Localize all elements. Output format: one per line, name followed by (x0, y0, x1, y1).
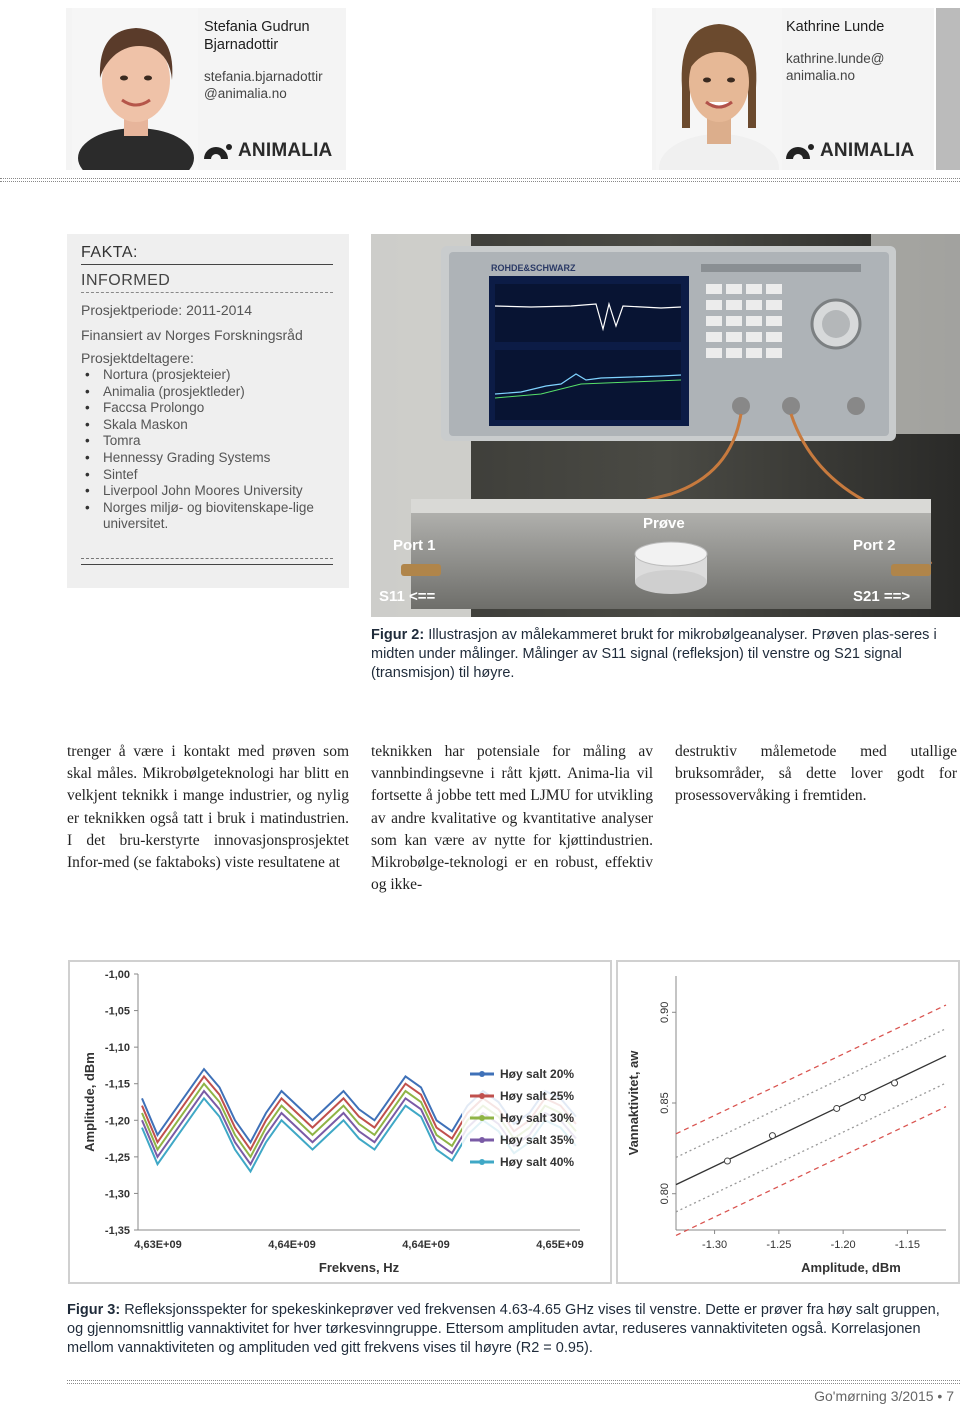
data-point (834, 1105, 840, 1111)
instrument-brand: ROHDE&SCHWARZ (491, 263, 576, 273)
figure3-text: Refleksjonsspekter for spekeskinkeprøver ved frekvensen 4.63-4.65 GHz vises til venstre. Dette er prøver fra høy salt gruppen, og gjennomsnittlig vannaktivitet for hver tørkesvinngruppe. Ettersom amplituden avtar, reduseres vannaktiviteten også. Korrelasjonen mellom vannaktiviteten og amplituden ved gitt frekvens vises til høyre (R2 = 0.95). (67, 1302, 940, 1356)
x-tick-label: -1.30 (702, 1239, 728, 1251)
divider (67, 1380, 960, 1381)
portrait-photo (656, 8, 782, 170)
funding: Finansiert av Norges Forskningsråd (81, 327, 303, 343)
y-tick-label: -1,00 (104, 969, 130, 981)
list-item: • Skala Maskon (81, 417, 321, 434)
legend-marker (479, 1115, 485, 1121)
reflection-spectrum-chart (68, 960, 612, 1284)
figure2-text: Illustrasjon av målekammeret brukt for mikrobølgeanalyser. Prøven plas-seres i midten under målinger. Målinger av S11 signal (refleksjon) til venstre og S21 signal (transmisjon) til høyre. (371, 627, 937, 681)
y-tick-label: -1,30 (104, 1188, 130, 1201)
list-item: • Sintef (81, 467, 321, 484)
body-column-3: destruktiv målemetode med utallige bruksområder, så dette lover godt for prosessovervåking i fremtiden. (675, 743, 957, 805)
x-tick-label: 4,63E+09 (134, 1239, 182, 1251)
period-label: Prosjektperiode: (81, 302, 183, 318)
figure3-label: Figur 3: (67, 1302, 121, 1318)
page-footer (814, 1388, 954, 1404)
figure2-caption (371, 626, 957, 683)
divider (81, 558, 333, 559)
confidence-band (676, 1107, 946, 1236)
divider (81, 564, 333, 565)
animalia-logo (786, 140, 914, 162)
y-tick-label: -1,25 (104, 1151, 130, 1164)
x-tick-label: 4,64E+09 (402, 1239, 450, 1251)
port1-label: Port 1 (393, 537, 436, 554)
fact-box-title: FAKTA: (81, 244, 333, 265)
y-tick-label: -1,35 (104, 1225, 130, 1237)
x-axis-label: Frekvens, Hz (318, 1260, 400, 1275)
water-activity-chart (616, 960, 960, 1284)
s21-label: S21 ==> (853, 588, 911, 605)
y-tick-label: 0.90 (659, 1001, 671, 1023)
period-value: 2011-2014 (186, 302, 252, 318)
legend-label: Høy salt 35% (500, 1133, 575, 1147)
divider (0, 181, 960, 182)
animalia-wordmark: ANIMALIA (238, 140, 333, 161)
x-tick-label: -1.20 (830, 1239, 856, 1251)
x-tick-label: -1.25 (766, 1239, 792, 1251)
legend-label: Høy salt 20% (500, 1067, 575, 1081)
body-column-1: trenger å være i kontakt med prøven som skal måles. Mikrobølgeteknologi har blitt en velkjent teknikk i mange industrier, og nylig er teknikken også tatt i bruk i matindustrien. I det bru-kerstyrte innovasjonsprosjektet Infor-med (se faktaboks) viste resultatene at (67, 743, 349, 872)
contact-card (66, 8, 346, 170)
divider (67, 1383, 960, 1384)
divider (0, 178, 960, 179)
legend-marker (479, 1159, 485, 1165)
spectrum-plot (70, 962, 610, 1282)
project-period (81, 302, 252, 318)
confidence-band (676, 1083, 946, 1212)
correlation-plot (618, 962, 958, 1282)
x-tick-label: 4,64E+09 (268, 1239, 316, 1251)
contact-email[interactable]: stefania.bjarnadottir @animalia.no (204, 69, 323, 101)
regression-line (676, 1056, 946, 1185)
magazine-issue: Go'mørning 3/2015 (814, 1388, 934, 1404)
data-point (769, 1133, 775, 1139)
legend-label: Høy salt 30% (500, 1111, 575, 1125)
contact-email[interactable]: kathrine.lunde@ animalia.no (786, 51, 885, 83)
x-axis-label: Amplitude, dBm (801, 1260, 901, 1275)
animalia-mark-icon (786, 143, 814, 159)
legend-label: Høy salt 25% (500, 1089, 575, 1103)
list-item: • Tomra (81, 433, 321, 450)
figure3-caption (67, 1301, 955, 1358)
contact-name: Kathrine Lunde (786, 19, 885, 35)
y-tick-label: -1,20 (104, 1115, 130, 1128)
y-tick-label: -1,10 (104, 1042, 130, 1055)
body-column-2: teknikken har potensiale for måling av vannbindingsevne i rått kjøtt. Anima-lia vil fortsette å jobbe tett med LJMU for utvikling av andre kvalitative og kvantitative analyser som kan være av nytte for kjøttindustrien. Mikrobølge-teknologi er en robust, effektiv og ikke- (371, 743, 653, 894)
measurement-chamber-photo (371, 234, 960, 617)
legend-marker (479, 1093, 485, 1099)
legend-marker (479, 1137, 485, 1143)
contact-card (652, 8, 934, 170)
list-item: • Animalia (prosjektleder) (81, 384, 321, 401)
animalia-mark-icon (204, 143, 232, 159)
sample-label: Prøve (643, 515, 685, 532)
fact-box (67, 234, 349, 588)
y-tick-label: 0.85 (659, 1092, 671, 1114)
confidence-band (676, 1029, 946, 1158)
s11-label: S11 <== (379, 588, 436, 605)
list-item: • Faccsa Prolongo (81, 400, 321, 417)
page-number: 7 (946, 1388, 954, 1404)
data-point (892, 1080, 898, 1086)
side-bar (936, 8, 960, 170)
list-item: • Hennessy Grading Systems (81, 450, 321, 467)
portrait-photo (72, 8, 198, 170)
list-item: • Norges miljø- og biovitenskape-lige universitet. (81, 500, 321, 533)
x-tick-label: 4,65E+09 (536, 1239, 584, 1251)
x-tick-label: -1.15 (894, 1239, 920, 1251)
data-point (859, 1095, 865, 1101)
project-name: INFORMED (81, 272, 333, 293)
animalia-logo (204, 140, 332, 162)
y-axis-label: Vannaktivitet, aw (626, 1050, 641, 1156)
y-tick-label: -1,15 (104, 1078, 130, 1091)
participants-label: Prosjektdeltagere: (81, 350, 194, 366)
y-tick-label: 0.80 (659, 1183, 671, 1205)
port2-label: Port 2 (853, 537, 896, 554)
list-item: • Liverpool John Moores University (81, 483, 321, 500)
bullet-separator: • (937, 1388, 943, 1404)
data-point (724, 1158, 730, 1164)
confidence-band (676, 1005, 946, 1134)
list-item: • Nortura (prosjekteier) (81, 367, 321, 384)
y-axis-label: Amplitude, dBm (82, 1052, 97, 1152)
figure2-label: Figur 2: (371, 627, 425, 643)
contact-name: Stefania Gudrun Bjarnadottir (204, 19, 310, 53)
participants-list (81, 367, 321, 533)
legend-marker (479, 1071, 485, 1077)
y-tick-label: -1,05 (104, 1005, 130, 1018)
legend-label: Høy salt 40% (500, 1155, 575, 1169)
animalia-wordmark: ANIMALIA (820, 140, 915, 161)
